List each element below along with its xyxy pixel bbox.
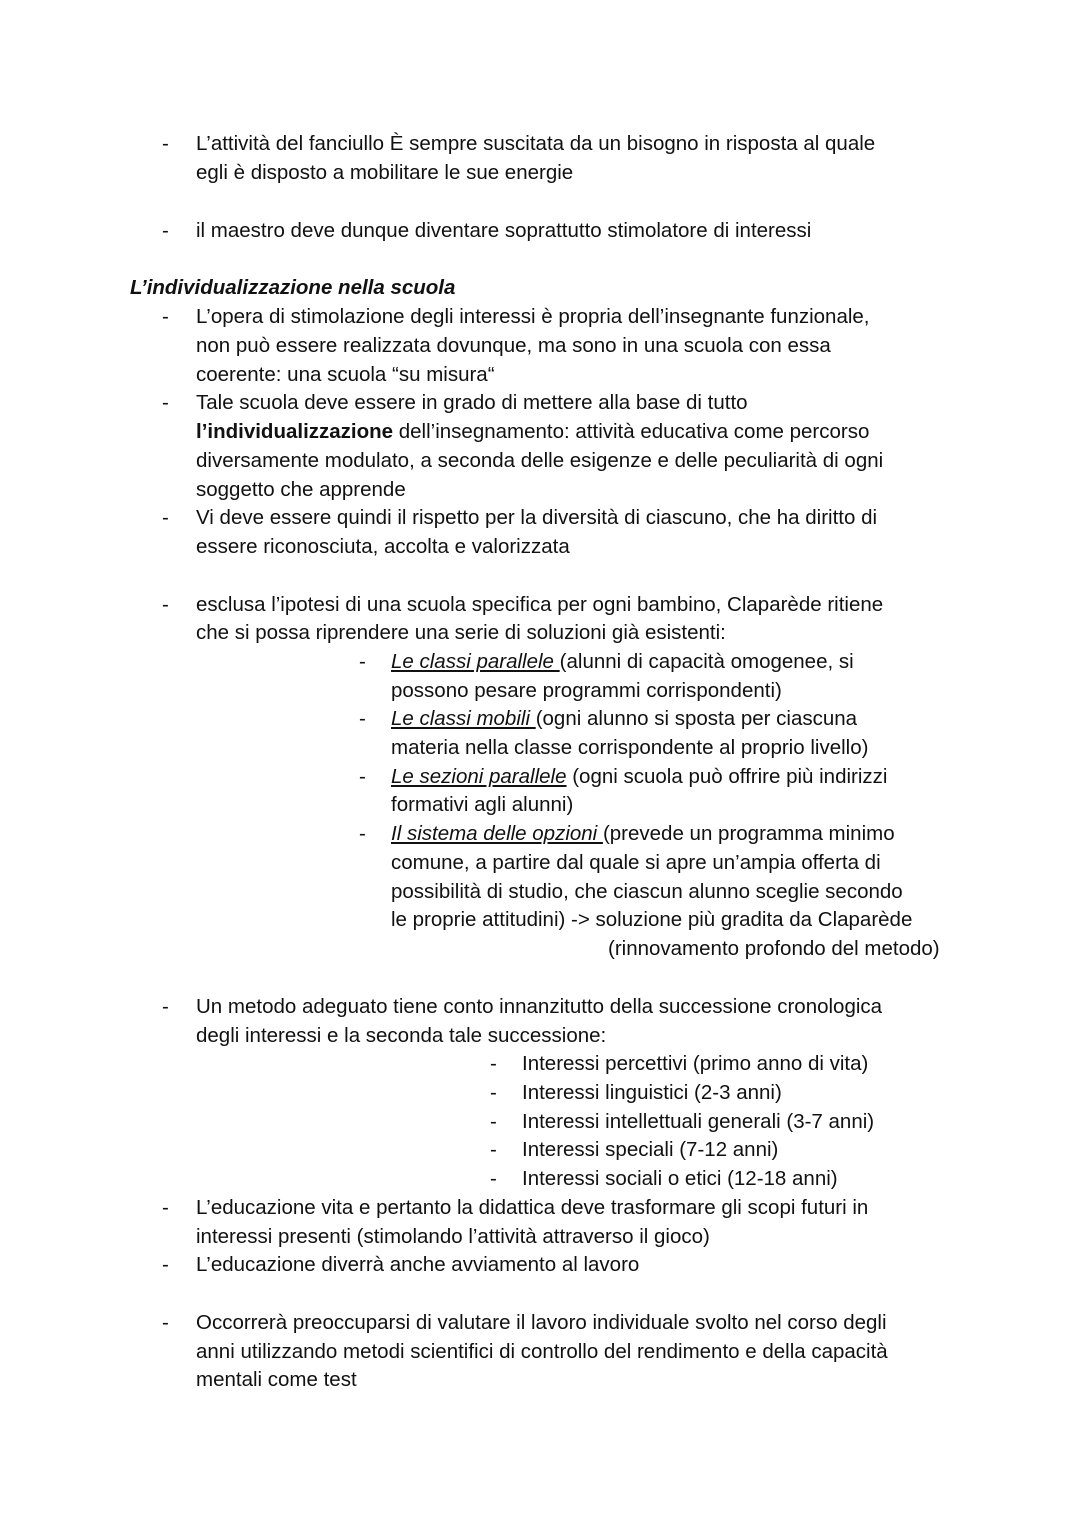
bullet-dash: - — [490, 1138, 497, 1161]
bullet-dash: - — [162, 593, 169, 616]
text-line: interessi presenti (stimolando l’attività attraverso il gioco) — [196, 1225, 710, 1248]
text-segment: (prevede un programma minimo — [602, 822, 895, 845]
text-line: Vi deve essere quindi il rispetto per la diversità di ciascuno, che ha diritto di — [196, 506, 878, 529]
bullet-dash: - — [162, 219, 169, 242]
bullet-dash: - — [162, 391, 169, 414]
text-segment: dell’insegnamento: attività educativa come percorso — [393, 420, 870, 443]
text-line: il maestro deve dunque diventare soprattutto stimolatore di interessi — [196, 219, 812, 242]
text-line: possibilità di studio, che ciascun alunno sceglie secondo — [391, 880, 903, 903]
text-line: esclusa l’ipotesi di una scuola specifica per ogni bambino, Claparède ritiene — [196, 593, 884, 616]
text-line: Tale scuola deve essere in grado di mettere alla base di tutto — [196, 391, 748, 414]
bullet-dash: - — [490, 1167, 497, 1190]
text-line: diversamente modulato, a seconda delle esigenze e delle peculiarità di ogni — [196, 449, 884, 472]
bullet-dash: - — [359, 707, 366, 730]
solution-title: Il sistema delle opzioni — [391, 822, 603, 845]
solution-item — [391, 647, 854, 676]
bullet-dash: - — [162, 305, 169, 328]
text-line: materia nella classe corrispondente al proprio livello) — [391, 736, 869, 759]
bullet-dash: - — [162, 132, 169, 155]
solution-item — [391, 819, 895, 848]
text-line: degli interessi e la seconda tale successione: — [196, 1024, 607, 1047]
text-line: possono pesare programmi corrispondenti) — [391, 679, 782, 702]
solution-title: Le classi parallele — [391, 650, 560, 673]
text-line: Un metodo adeguato tiene conto innanzitutto della successione cronologica — [196, 995, 883, 1018]
solution-item — [391, 762, 887, 791]
bullet-dash: - — [162, 1196, 169, 1219]
interest-item: Interessi sociali o etici (12-18 anni) — [522, 1167, 838, 1190]
text-line: Occorrerà preoccuparsi di valutare il lavoro individuale svolto nel corso degli — [196, 1311, 887, 1334]
interest-item: Interessi speciali (7-12 anni) — [522, 1138, 779, 1161]
interest-item: Interessi percettivi (primo anno di vita) — [522, 1052, 869, 1075]
text-line: L’educazione diverrà anche avviamento al lavoro — [196, 1253, 640, 1276]
text-line: formativi agli alunni) — [391, 793, 574, 816]
interest-item: Interessi linguistici (2-3 anni) — [522, 1081, 782, 1104]
solution-item — [391, 704, 857, 733]
text-line: egli è disposto a mobilitare le sue energie — [196, 161, 574, 184]
text-segment: (alunni di capacità omogenee, si — [559, 650, 854, 673]
bullet-dash: - — [359, 650, 366, 673]
bullet-dash: - — [162, 995, 169, 1018]
solution-title: Le sezioni parallele — [391, 765, 567, 788]
text-line: che si possa riprendere una serie di soluzioni già esistenti: — [196, 621, 726, 644]
text-segment: (ogni scuola può offrire più indirizzi — [566, 765, 888, 788]
text-line: L’educazione vita e pertanto la didattica deve trasformare gli scopi futuri in — [196, 1196, 869, 1219]
text-line: le proprie attitudini) -> soluzione più gradita da Claparède — [391, 908, 913, 931]
text-line: anni utilizzando metodi scientifici di controllo del rendimento e della capacità — [196, 1340, 888, 1363]
section-heading: L’individualizzazione nella scuola — [130, 276, 456, 299]
text-segment: (ogni alunno si sposta per ciascuna — [535, 707, 858, 730]
bold-term: l’individualizzazione — [196, 420, 394, 443]
text-line: comune, a partire dal quale si apre un’ampia offerta di — [391, 851, 881, 874]
text-line: non può essere realizzata dovunque, ma sono in una scuola con essa — [196, 334, 831, 357]
bullet-dash: - — [162, 1253, 169, 1276]
text-line: coerente: una scuola “su misura“ — [196, 363, 495, 386]
bullet-dash: - — [490, 1052, 497, 1075]
text-line: soggetto che apprende — [196, 478, 406, 501]
text-line: mentali come test — [196, 1368, 357, 1391]
text-line: L’attività del fanciullo È sempre suscitata da un bisogno in risposta al quale — [196, 132, 876, 155]
bullet-dash: - — [162, 506, 169, 529]
bullet-dash: - — [359, 822, 366, 845]
bullet-dash: - — [490, 1081, 497, 1104]
solution-title: Le classi mobili — [391, 707, 536, 730]
bullet-dash: - — [162, 1311, 169, 1334]
bullet-dash: - — [490, 1110, 497, 1133]
text-line: L’opera di stimolazione degli interessi è propria dell’insegnante funzionale, — [196, 305, 870, 328]
interest-item: Interessi intellettuali generali (3-7 anni) — [522, 1110, 875, 1133]
text-line: essere riconosciuta, accolta e valorizzata — [196, 535, 570, 558]
bullet-dash: - — [359, 765, 366, 788]
text-line: (rinnovamento profondo del metodo) — [608, 937, 940, 960]
text-line — [196, 417, 869, 446]
